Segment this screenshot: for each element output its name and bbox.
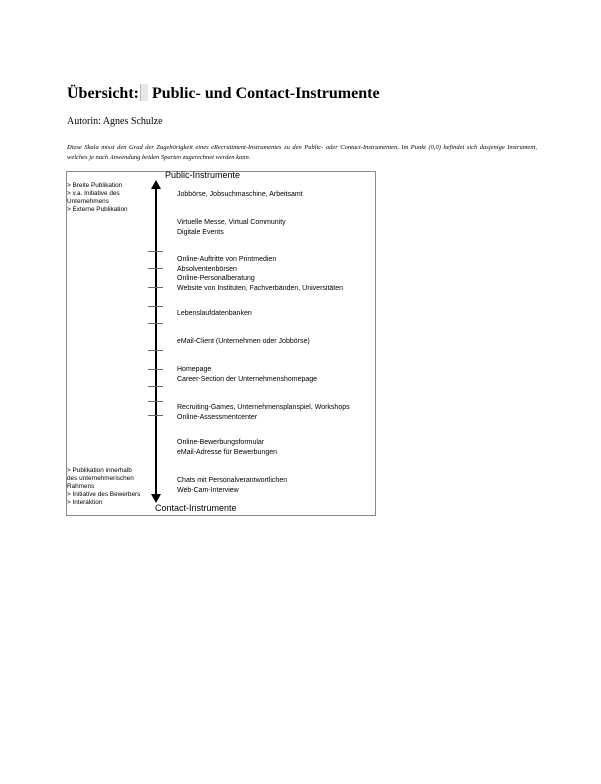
side-note: des unternehmerischen — [67, 475, 134, 482]
title-subject: Public- und Contact-Instrumente — [151, 85, 380, 102]
instrument-group — [177, 438, 277, 457]
side-note: > Initiative des Bewerbers — [67, 491, 141, 498]
scale-axis — [155, 186, 157, 498]
instrument-item: Web-Cam-Interview — [177, 486, 239, 494]
scale-tick — [148, 386, 163, 387]
side-note: > Interaktion — [67, 499, 103, 506]
instrument-item: Absolventenbörsen — [177, 265, 237, 273]
instrument-item: Homepage — [177, 366, 212, 373]
instrument-item: Online-Assessmentcenter — [177, 413, 258, 421]
description-paragraph: Diese Skala misst den Grad der Zugehörigkeit eines eRecruitment-Instrumentes zu den Public- oder Contact-Instrumenten. Im Punkt (0,0) befindet sich dasjenige Instrument, welches je nach Anwendung beiden Sparten zugerechnet werden kann. — [67, 144, 537, 161]
document-title — [67, 84, 380, 103]
scale-tick — [148, 268, 163, 269]
instrument-group — [177, 403, 350, 422]
instrument-item: Digitale Events — [177, 228, 224, 236]
instrument-group — [177, 218, 286, 237]
scale-tick — [148, 287, 163, 288]
author-line: Autorin: Agnes Schulze — [67, 116, 163, 127]
title-heading: Übersicht: — [67, 85, 139, 102]
text-cursor — [140, 84, 148, 101]
contact-instrumente-label: Contact-Instrumente — [155, 503, 237, 513]
instrument-item: Lebenslaufdatenbanken — [177, 310, 252, 317]
instrument-item: Online-Personalberatung — [177, 275, 255, 282]
side-note: Rahmens — [67, 483, 95, 490]
scale-tick — [148, 306, 163, 307]
side-note: > v.a. Initiative des — [67, 190, 120, 197]
scale-diagram — [66, 171, 376, 516]
side-note: > Externe Publikation — [67, 206, 128, 213]
instrument-group — [177, 337, 310, 347]
instrument-group — [177, 309, 252, 319]
instrument-item: eMail-Adresse für Bewerbungen — [177, 448, 277, 456]
instrument-item: Career-Section der Unternehmenshomepage — [177, 375, 318, 383]
instrument-item: Website von Instituten, Fachverbänden, Universitäten — [177, 284, 344, 292]
scale-tick — [148, 350, 163, 351]
instrument-group — [177, 255, 343, 293]
instrument-item: Virtuelle Messe, Virtual Community — [177, 219, 286, 226]
instrument-item: eMail-Client (Unternehmen oder Jobbörse) — [177, 338, 310, 345]
scale-tick — [148, 401, 163, 402]
instrument-item: Jobbörse, Jobsuchmaschine, Arbeitsamt — [177, 191, 303, 198]
instrument-item: Online-Auftritte von Printmedien — [177, 256, 277, 263]
scale-tick — [148, 323, 163, 324]
side-note: Unternehmens — [67, 198, 109, 205]
side-note: > Breite Publikation — [67, 182, 123, 189]
instrument-item: Chats mit Personalverantwortlichen — [177, 477, 288, 484]
instrument-group — [177, 365, 317, 384]
instrument-group — [177, 190, 303, 200]
instrument-item: Recruiting-Games, Unternehmensplanspiel, Workshops — [177, 404, 350, 411]
arrow-down-icon — [151, 494, 161, 503]
side-notes-public — [67, 182, 128, 214]
side-note: > Publikation innerhalb — [67, 467, 132, 474]
side-notes-contact — [67, 467, 140, 507]
scale-tick — [148, 251, 163, 252]
instrument-item: Online-Bewerbungsformular — [177, 439, 265, 446]
scale-tick — [148, 415, 163, 416]
instrument-group — [177, 476, 287, 495]
public-instrumente-label: Public-Instrumente — [165, 170, 241, 180]
scale-tick — [148, 369, 163, 370]
